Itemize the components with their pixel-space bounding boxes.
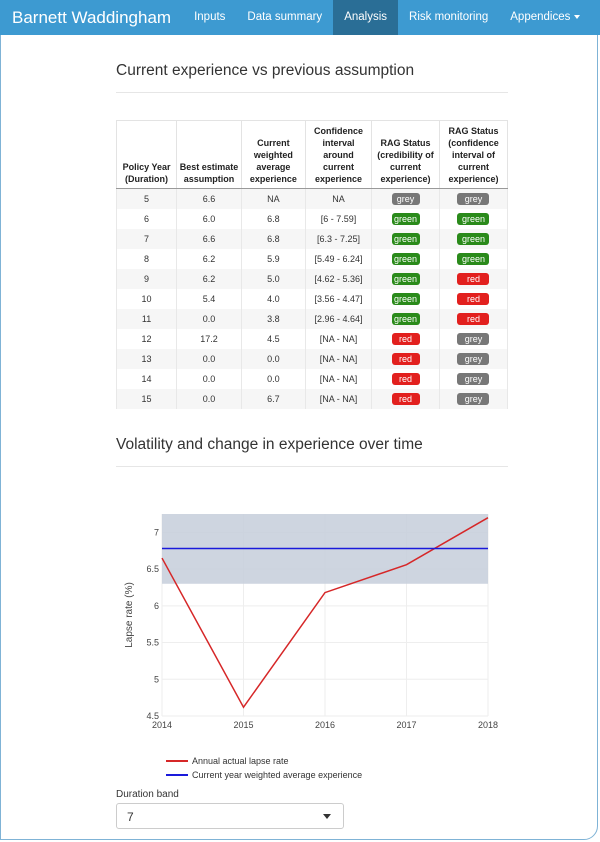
- cell-confidence-interval: [4.62 - 5.36]: [305, 269, 371, 289]
- legend-item-weighted[interactable]: [166, 768, 362, 782]
- cell-best-estimate: 0.0: [177, 369, 242, 389]
- divider: [116, 466, 508, 467]
- y-tick-label: 5: [153, 674, 159, 685]
- duration-band-select[interactable]: [116, 803, 344, 829]
- cell-current-weighted: 6.8: [241, 209, 305, 229]
- rag-status-badge: grey: [457, 333, 489, 345]
- table-row: [117, 249, 508, 269]
- cell-confidence-interval: [NA - NA]: [305, 389, 371, 409]
- cell-best-estimate: 6.6: [177, 229, 242, 249]
- divider: [116, 92, 508, 93]
- rag-status-badge: red: [457, 273, 489, 285]
- rag-status-badge: grey: [457, 393, 489, 405]
- x-tick-label: 2015: [233, 720, 254, 730]
- cell-rag-credibility: [372, 369, 440, 389]
- col-header-rag-confidence: RAG Status (confidence interval of current experience): [439, 121, 507, 189]
- rag-status-badge: red: [392, 333, 420, 345]
- caret-down-icon: [574, 15, 580, 19]
- nav-data-summary[interactable]: Data summary: [247, 11, 323, 23]
- rag-status-badge: green: [392, 253, 420, 265]
- x-tick-label: 2016: [314, 720, 336, 730]
- cell-policy-year: 8: [117, 249, 177, 269]
- rag-status-badge: red: [392, 353, 420, 365]
- cell-rag-confidence: [439, 189, 507, 210]
- table-row: [117, 209, 508, 229]
- cell-rag-credibility: [372, 389, 440, 409]
- cell-current-weighted: 6.7: [241, 389, 305, 409]
- section-title-volatility: Volatility and change in experience over time: [116, 436, 423, 453]
- cell-current-weighted: 4.5: [241, 329, 305, 349]
- experience-table: [116, 120, 508, 409]
- rag-status-badge: green: [457, 233, 489, 245]
- x-tick-label: 2014: [151, 720, 173, 730]
- cell-best-estimate: 0.0: [177, 349, 242, 369]
- nav-risk-monitoring[interactable]: Risk monitoring: [409, 11, 489, 23]
- cell-confidence-interval: [5.49 - 6.24]: [305, 249, 371, 269]
- col-header-policy-year: Policy Year (Duration): [117, 121, 177, 189]
- cell-current-weighted: 5.0: [241, 269, 305, 289]
- rag-status-badge: grey: [457, 373, 489, 385]
- top-navbar: [0, 0, 600, 35]
- cell-best-estimate: 6.2: [177, 249, 242, 269]
- legend-swatch: [166, 774, 188, 776]
- cell-confidence-interval: NA: [305, 189, 371, 210]
- cell-best-estimate: 6.2: [177, 269, 242, 289]
- col-header-confidence-interval: Confidence interval around current experience: [305, 121, 371, 189]
- col-header-best-estimate: Best estimate assumption: [177, 121, 242, 189]
- cell-rag-confidence: [439, 249, 507, 269]
- cell-rag-confidence: [439, 349, 507, 369]
- cell-confidence-interval: [2.96 - 4.64]: [305, 309, 371, 329]
- cell-rag-credibility: [372, 289, 440, 309]
- cell-confidence-interval: [NA - NA]: [305, 349, 371, 369]
- brand-title[interactable]: Barnett Waddingham: [12, 8, 172, 27]
- cell-rag-confidence: [439, 269, 507, 289]
- cell-confidence-interval: [6 - 7.59]: [305, 209, 371, 229]
- nav-appendices-label: Appendices: [510, 11, 571, 23]
- rag-status-badge: green: [392, 293, 420, 305]
- nav-appendices[interactable]: [499, 0, 591, 35]
- rag-status-badge: green: [392, 233, 420, 245]
- cell-policy-year: 6: [117, 209, 177, 229]
- rag-status-badge: grey: [457, 193, 489, 205]
- legend-label: Current year weighted average experience: [192, 770, 363, 780]
- table-row: [117, 329, 508, 349]
- cell-rag-credibility: [372, 209, 440, 229]
- cell-rag-credibility: [372, 189, 440, 210]
- y-tick-label: 5.5: [146, 637, 159, 648]
- cell-policy-year: 11: [117, 309, 177, 329]
- y-axis-label: Lapse rate (%): [124, 582, 135, 648]
- table-row: [117, 269, 508, 289]
- table-row: [117, 369, 508, 389]
- cell-rag-credibility: [372, 249, 440, 269]
- cell-policy-year: 5: [117, 189, 177, 210]
- chart-legend: [166, 754, 362, 782]
- cell-best-estimate: 6.6: [177, 189, 242, 210]
- legend-swatch: [166, 760, 188, 762]
- lapse-rate-chart: [116, 490, 512, 736]
- rag-status-badge: red: [392, 373, 420, 385]
- table-row: [117, 309, 508, 329]
- nav-inputs[interactable]: Inputs: [194, 11, 226, 23]
- cell-current-weighted: 0.0: [241, 349, 305, 369]
- rag-status-badge: grey: [392, 193, 420, 205]
- table-row: [117, 229, 508, 249]
- cell-policy-year: 12: [117, 329, 177, 349]
- y-tick-label: 6: [153, 600, 159, 611]
- cell-rag-credibility: [372, 309, 440, 329]
- cell-current-weighted: 0.0: [241, 369, 305, 389]
- cell-confidence-interval: [NA - NA]: [305, 369, 371, 389]
- rag-status-badge: red: [457, 313, 489, 325]
- cell-rag-credibility: [372, 229, 440, 249]
- cell-rag-confidence: [439, 229, 507, 249]
- legend-label: Annual actual lapse rate: [192, 756, 289, 766]
- cell-policy-year: 10: [117, 289, 177, 309]
- cell-policy-year: 13: [117, 349, 177, 369]
- cell-rag-confidence: [439, 389, 507, 409]
- cell-policy-year: 7: [117, 229, 177, 249]
- duration-band-value: 7: [127, 810, 134, 824]
- cell-rag-credibility: [372, 329, 440, 349]
- cell-rag-confidence: [439, 309, 507, 329]
- cell-best-estimate: 5.4: [177, 289, 242, 309]
- cell-confidence-interval: [NA - NA]: [305, 329, 371, 349]
- cell-policy-year: 9: [117, 269, 177, 289]
- cell-current-weighted: 6.8: [241, 229, 305, 249]
- chevron-down-icon: [323, 814, 331, 819]
- cell-rag-confidence: [439, 369, 507, 389]
- cell-rag-confidence: [439, 209, 507, 229]
- cell-current-weighted: 3.8: [241, 309, 305, 329]
- cell-best-estimate: 0.0: [177, 309, 242, 329]
- cell-best-estimate: 6.0: [177, 209, 242, 229]
- y-tick-label: 4.5: [146, 711, 159, 721]
- cell-rag-credibility: [372, 269, 440, 289]
- legend-item-actual[interactable]: [166, 754, 362, 768]
- table-row: [117, 189, 508, 210]
- rag-status-badge: green: [392, 313, 420, 325]
- cell-rag-confidence: [439, 289, 507, 309]
- x-tick-label: 2017: [396, 720, 417, 730]
- col-header-rag-credibility: RAG Status (credibility of current experience): [372, 121, 440, 189]
- rag-status-badge: green: [457, 213, 489, 225]
- cell-current-weighted: NA: [241, 189, 305, 210]
- table-row: [117, 349, 508, 369]
- table-header-row: [117, 121, 508, 189]
- duration-band-label: Duration band: [116, 789, 179, 800]
- section-title-current-experience: Current experience vs previous assumption: [116, 62, 415, 79]
- cell-confidence-interval: [6.3 - 7.25]: [305, 229, 371, 249]
- rag-status-badge: red: [392, 393, 420, 405]
- cell-best-estimate: 17.2: [177, 329, 242, 349]
- col-header-current-weighted: Current weighted average experience: [241, 121, 305, 189]
- rag-status-badge: green: [457, 253, 489, 265]
- rag-status-badge: green: [392, 273, 420, 285]
- table-row: [117, 289, 508, 309]
- rag-status-badge: red: [457, 293, 489, 305]
- rag-status-badge: green: [392, 213, 420, 225]
- y-tick-label: 6.5: [146, 564, 159, 575]
- rag-status-badge: grey: [457, 353, 489, 365]
- cell-rag-credibility: [372, 349, 440, 369]
- y-tick-label: 7: [153, 527, 159, 538]
- table-row: [117, 389, 508, 409]
- cell-best-estimate: 0.0: [177, 389, 242, 409]
- cell-confidence-interval: [3.56 - 4.47]: [305, 289, 371, 309]
- cell-current-weighted: 5.9: [241, 249, 305, 269]
- cell-current-weighted: 4.0: [241, 289, 305, 309]
- nav-analysis[interactable]: Analysis: [333, 0, 398, 35]
- cell-policy-year: 15: [117, 389, 177, 409]
- cell-rag-confidence: [439, 329, 507, 349]
- cell-policy-year: 14: [117, 369, 177, 389]
- x-tick-label: 2018: [477, 720, 499, 730]
